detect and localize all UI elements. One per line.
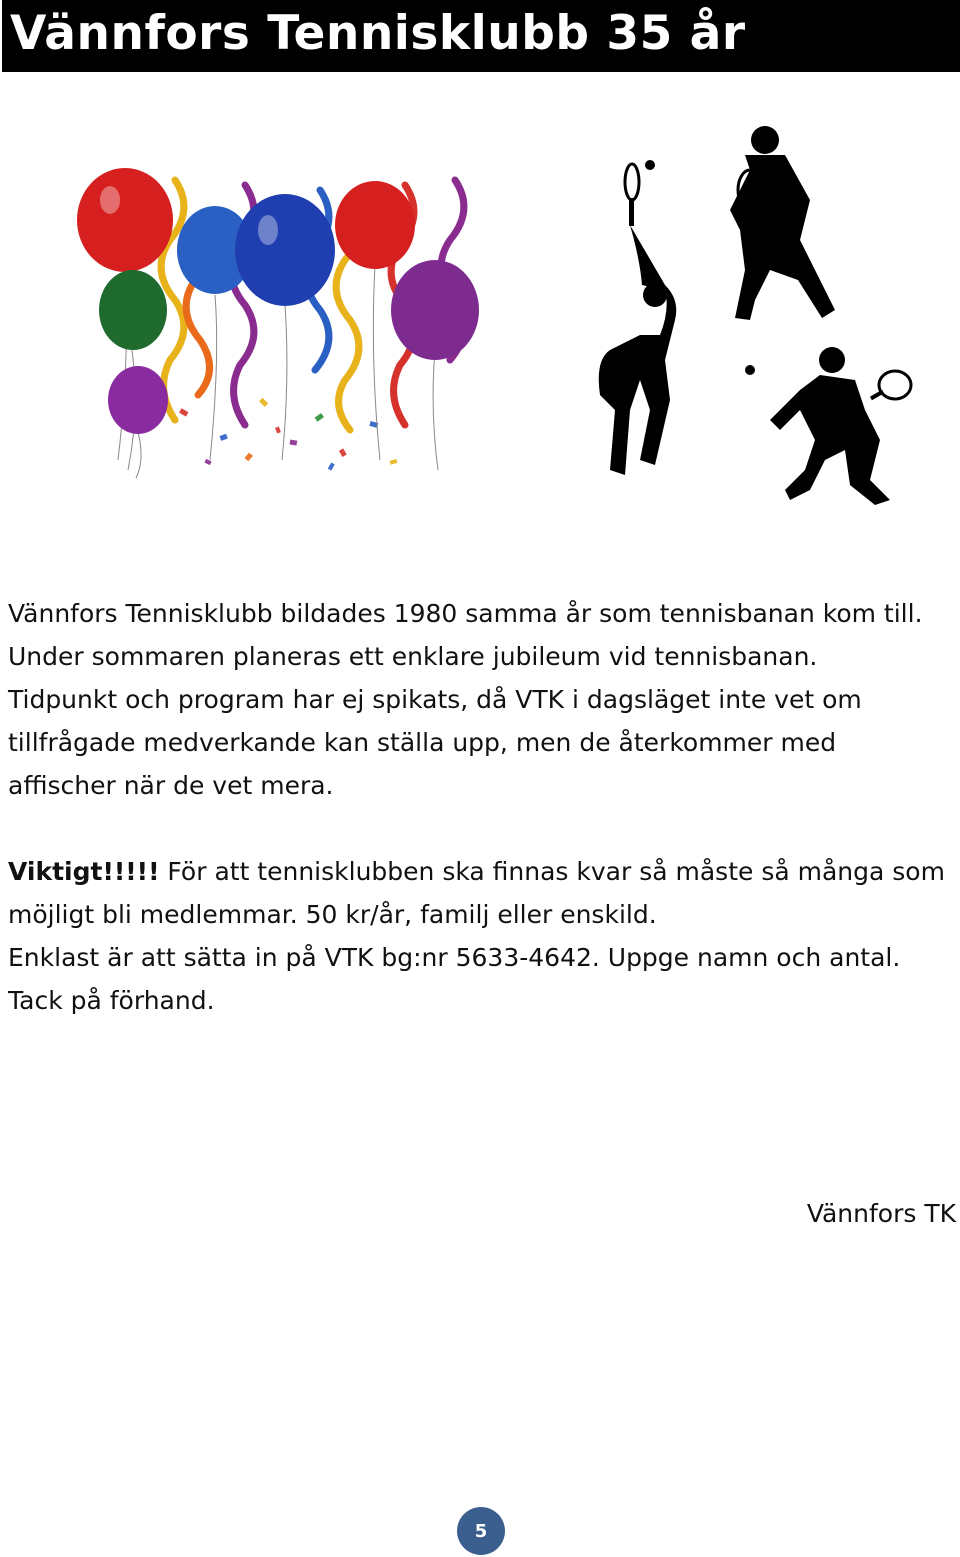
page-title: Vännfors Tennisklubb 35 år — [10, 6, 746, 61]
serving-player — [599, 160, 677, 475]
paragraph-gap — [8, 807, 948, 850]
important-label: Viktigt!!!!! — [8, 857, 160, 886]
ready-player — [730, 126, 835, 320]
page-number-badge: 5 — [457, 1507, 505, 1555]
title-bar — [2, 0, 960, 72]
article-body — [8, 592, 948, 1022]
signature: Vännfors TK — [806, 1199, 956, 1228]
lunging-player — [770, 347, 911, 505]
tennis-ball — [745, 365, 755, 375]
paragraph-membership — [8, 850, 948, 936]
paragraph-jubilee: Under sommaren planeras ett enklare jubileum vid tennisbanan. — [8, 642, 818, 671]
paragraph-history: Vännfors Tennisklubb bildades 1980 samma år som tennisbanan kom till. — [8, 599, 923, 628]
confetti — [179, 398, 397, 471]
paragraph-payment: Enklast är att sätta in på VTK bg:nr 5633-4642. Uppge namn och antal. Tack på förhand. — [8, 943, 901, 1015]
party-illustration — [70, 160, 490, 480]
paragraph-program: Tidpunkt och program har ej spikats, då VTK i dagsläget inte vet om tillfrågade medverkande kan ställa upp, men de återkommer med affischer när de vet mera. — [8, 685, 862, 800]
important-text: För att tennisklubben ska finnas kvar så måste så många som möjligt bli medlemmar. 50 kr/år, familj eller enskild. — [8, 857, 945, 929]
tennis-silhouettes-illustration — [570, 110, 930, 520]
